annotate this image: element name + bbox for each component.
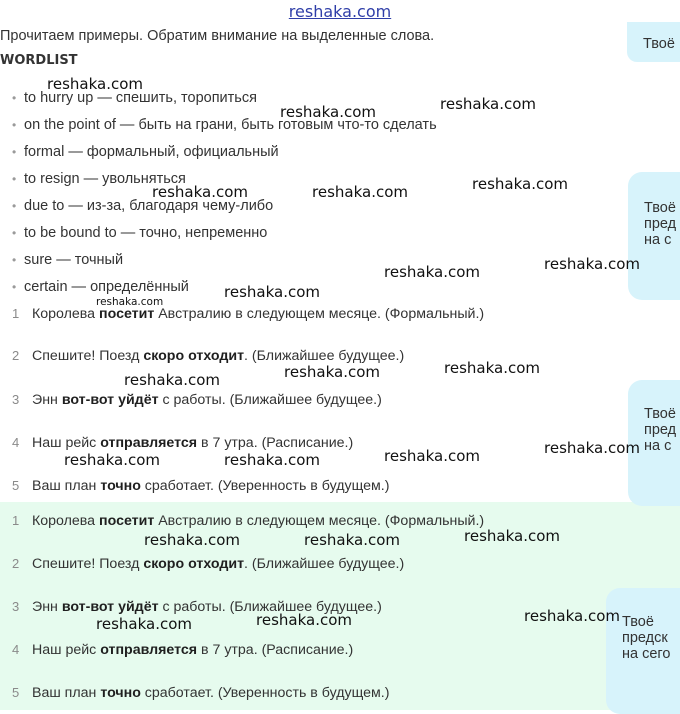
- example-item: 4 Наш рейс отправляется в 7 утра. (Расписание.): [12, 435, 354, 451]
- watermark: reshaka.com: [280, 103, 376, 121]
- watermark: reshaka.com: [284, 363, 380, 381]
- watermark: reshaka.com: [544, 439, 640, 457]
- highlighted-phrase: скоро отходит: [143, 556, 245, 572]
- answer-example-item: 1 Королева посетит Австралию в следующем месяце. (Формальный.): [12, 513, 485, 529]
- watermark: reshaka.com: [96, 615, 192, 633]
- watermark: reshaka.com: [304, 531, 400, 549]
- watermark: reshaka.com: [464, 527, 560, 545]
- answer-example-item: 5 Ваш план точно сработает. (Уверенность в будущем.): [12, 685, 390, 701]
- highlighted-phrase: точно: [100, 685, 141, 701]
- watermark: reshaka.com: [472, 175, 568, 193]
- watermark: reshaka.com: [384, 447, 480, 465]
- watermark: reshaka.com: [96, 296, 164, 308]
- promo-card[interactable]: Твоё: [627, 22, 680, 62]
- example-item: 3 Энн вот-вот уйдёт с работы. (Ближайшее будущее.): [12, 392, 382, 408]
- watermark: reshaka.com: [224, 451, 320, 469]
- highlighted-phrase: посетит: [99, 306, 155, 322]
- wordlist-item: • certain — определённый: [12, 279, 189, 295]
- example-item: 1 Королева посетит Австралию в следующем месяце. (Формальный.): [12, 306, 485, 322]
- example-item: 2 Спешите! Поезд скоро отходит. (Ближайшее будущее.): [12, 348, 405, 364]
- bullet-icon: •: [12, 145, 17, 159]
- watermark: reshaka.com: [384, 263, 480, 281]
- watermark: reshaka.com: [152, 183, 248, 201]
- wordlist-item: • formal — формальный, официальный: [12, 144, 279, 160]
- highlighted-phrase: скоро отходит: [143, 348, 245, 364]
- wordlist-item: • sure — точный: [12, 252, 124, 268]
- promo-card[interactable]: Твоё пред на с: [628, 380, 680, 506]
- wordlist-item: • to be bound to — точно, непременно: [12, 225, 268, 241]
- watermark: reshaka.com: [47, 75, 143, 93]
- highlighted-phrase: вот-вот уйдёт: [61, 599, 159, 615]
- bullet-icon: •: [12, 280, 17, 294]
- answer-example-item: 4 Наш рейс отправляется в 7 утра. (Расписание.): [12, 642, 354, 658]
- promo-card[interactable]: Твоё пред на с: [628, 172, 680, 300]
- bullet-icon: •: [12, 226, 17, 240]
- wordlist-item: • to resign — увольняться: [12, 171, 186, 187]
- site-top-link[interactable]: reshaka.com: [288, 2, 392, 21]
- wordlist-item: • on the point of — быть на грани, быть готовым что-то сделать: [12, 117, 437, 133]
- answer-example-item: 2 Спешите! Поезд скоро отходит. (Ближайшее будущее.): [12, 556, 405, 572]
- wordlist-item: • to hurry up — спешить, торопиться: [12, 90, 257, 106]
- highlighted-phrase: вот-вот уйдёт: [61, 392, 159, 408]
- bullet-icon: •: [12, 118, 17, 132]
- example-item: 5 Ваш план точно сработает. (Уверенность в будущем.): [12, 478, 390, 494]
- watermark: reshaka.com: [256, 611, 352, 629]
- watermark: reshaka.com: [224, 283, 320, 301]
- highlighted-phrase: отправляется: [100, 435, 198, 451]
- intro-text: Прочитаем примеры. Обратим внимание на выделенные слова.: [0, 28, 435, 44]
- bullet-icon: •: [12, 253, 17, 267]
- watermark: reshaka.com: [524, 607, 620, 625]
- wordlist-title: WORDLIST: [0, 53, 78, 68]
- watermark: reshaka.com: [144, 531, 240, 549]
- bullet-icon: •: [12, 199, 17, 213]
- answer-example-item: 3 Энн вот-вот уйдёт с работы. (Ближайшее будущее.): [12, 599, 382, 615]
- bullet-icon: •: [12, 172, 17, 186]
- watermark: reshaka.com: [64, 451, 160, 469]
- watermark: reshaka.com: [124, 371, 220, 389]
- promo-card[interactable]: Твоё предск на сего: [606, 588, 680, 714]
- watermark: reshaka.com: [544, 255, 640, 273]
- highlighted-phrase: посетит: [99, 513, 155, 529]
- watermark: reshaka.com: [440, 95, 536, 113]
- highlighted-phrase: отправляется: [100, 642, 198, 658]
- watermark: reshaka.com: [444, 359, 540, 377]
- wordlist-item: • due to — из-за, благодаря чему-либо: [12, 198, 274, 214]
- watermark: reshaka.com: [312, 183, 408, 201]
- bullet-icon: •: [12, 91, 17, 105]
- highlighted-phrase: точно: [100, 478, 141, 494]
